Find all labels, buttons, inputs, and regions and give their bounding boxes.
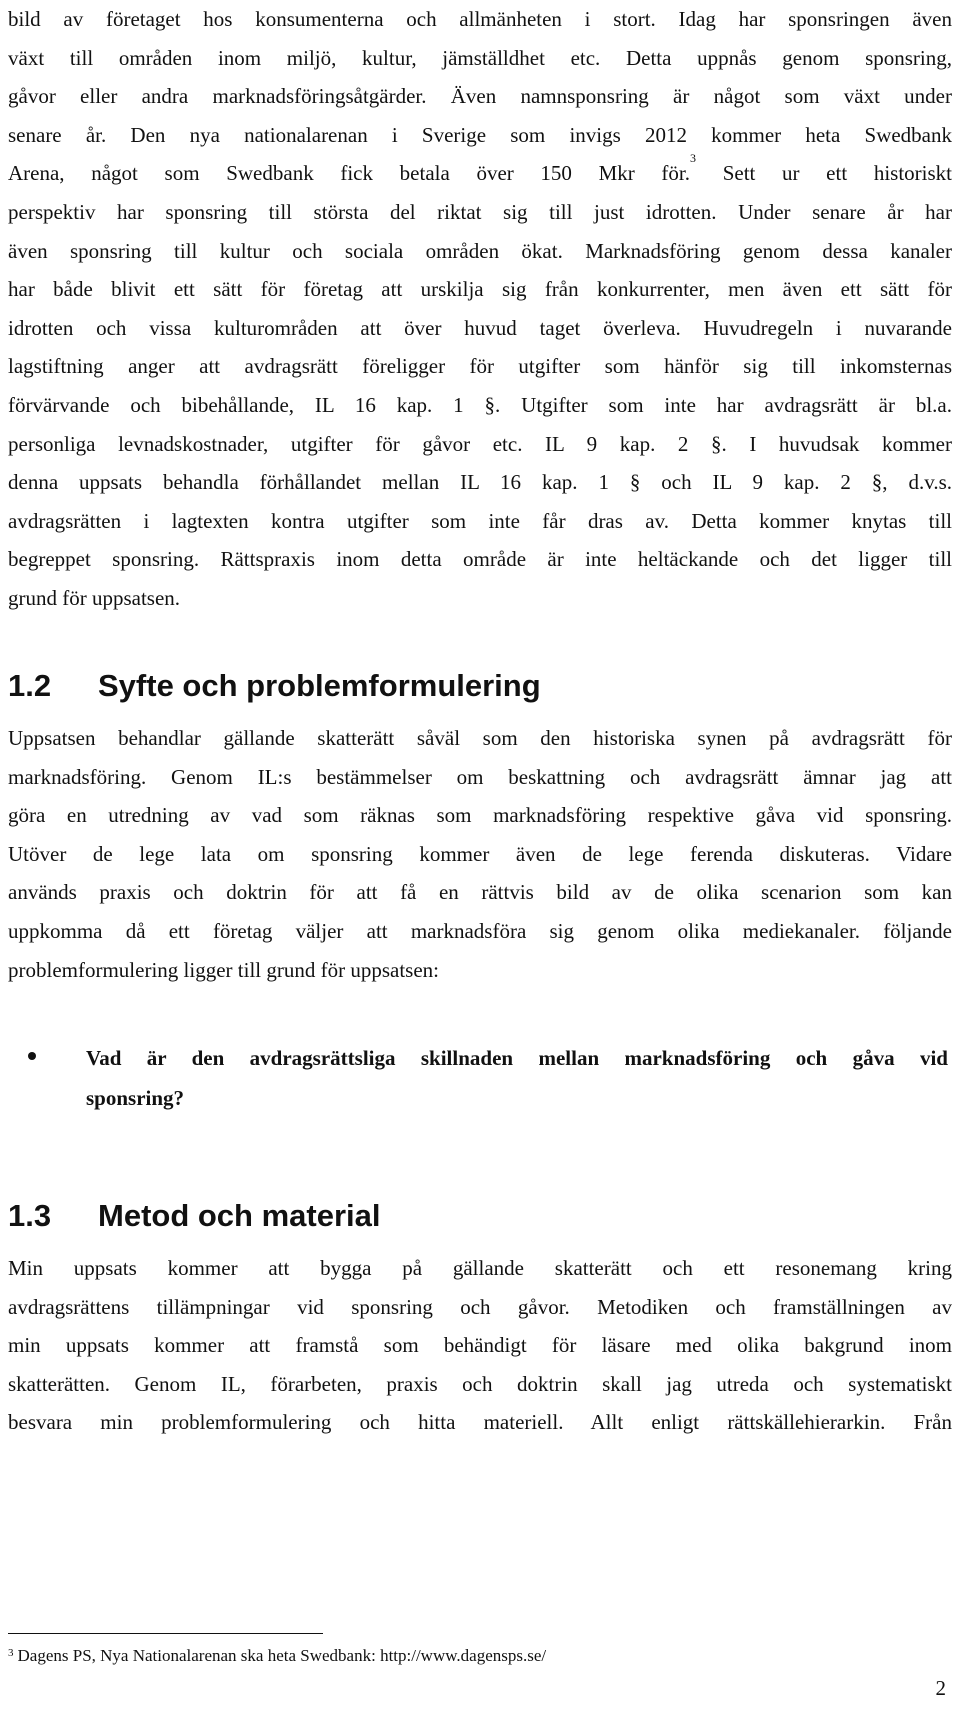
text-line: idrotten och vissa kulturområden att över huvud taget överleva. Huvudregeln i nuvarande bbox=[8, 315, 952, 340]
footnote-marker: 3 bbox=[8, 1647, 14, 1659]
bullet-icon bbox=[28, 1052, 36, 1060]
text-line: gåvor eller andra marknadsföringsåtgärder. Även namnsponsring är något som växt under bbox=[8, 84, 952, 109]
text-line: denna uppsats behandla förhållandet mellan IL 16 kap. 1 § och IL 9 kap. 2 §, d.v.s. bbox=[8, 470, 952, 495]
text-line: senare år. Den nya nationalarenan i Sverige som invigs 2012 kommer heta Swedbank bbox=[8, 122, 952, 147]
text-line: Uppsatsen behandlar gällande skatterätt såväl som den historiska synen på avdragsrätt för bbox=[8, 726, 952, 750]
section-number: 1.3 bbox=[8, 1198, 52, 1233]
text-line: lagstiftning anger att avdragsrätt föreligger för utgifter som hänför sig till inkomsternas bbox=[8, 354, 952, 379]
section-1-2-paragraph bbox=[8, 719, 952, 989]
section-title: Metod och material bbox=[98, 1198, 381, 1233]
text-line: min uppsats kommer att framstå som behändigt för läsare med olika bakgrund inom bbox=[8, 1333, 952, 1358]
section-title: Syfte och problemformulering bbox=[98, 668, 541, 703]
text-line: Min uppsats kommer att bygga på gällande skatterätt och ett resonemang kring bbox=[8, 1256, 952, 1280]
footnote-reference[interactable]: 3 bbox=[690, 151, 697, 166]
text-line: sponsring? bbox=[86, 1086, 185, 1110]
text-line: perspektiv har sponsring till största del riktat sig till just idrotten. Under senare år har bbox=[8, 199, 952, 224]
text-line: uppkomma då ett företag väljer att marknadsföra sig genom olika mediekanaler. följande bbox=[8, 918, 952, 943]
footnote-text: Dagens PS, Nya Nationalarenan ska heta Swedbank: http://www.dagensps.se/ bbox=[17, 1646, 547, 1665]
text-line: avdragsrättens tillämpningar vid sponsring och gåvor. Metodiken och framställningen av bbox=[8, 1294, 952, 1319]
text-line: används praxis och doktrin för att få en rättvis bild av de olika scenarion som kan bbox=[8, 880, 952, 905]
section-heading-1-2 bbox=[8, 668, 541, 704]
research-question-text bbox=[86, 1038, 948, 1118]
text-line: bild av företaget hos konsumenterna och allmänheten i stort. Idag har sponsringen även bbox=[8, 7, 952, 31]
text-line: växt till områden inom miljö, kultur, jämställdhet etc. Detta uppnås genom sponsring, bbox=[8, 45, 952, 70]
text-fragment: Sett ur ett historiskt bbox=[722, 161, 953, 186]
text-line: personliga levnadskostnader, utgifter för gåvor etc. IL 9 kap. 2 §. I huvudsak kommer bbox=[8, 431, 952, 456]
text-line: även sponsring till kultur och sociala områden ökat. Marknadsföring genom dessa kanaler bbox=[8, 238, 952, 263]
footnote bbox=[8, 1644, 546, 1668]
text-line-with-footnote bbox=[8, 151, 953, 193]
text-line: Vad är den avdragsrättsliga skillnaden mellan marknadsföring och gåva vid bbox=[86, 1046, 948, 1070]
text-line: marknadsföring. Genom IL:s bestämmelser om beskattning och avdragsrätt ämnar jag att bbox=[8, 764, 952, 789]
text-line: problemformulering ligger till grund för uppsatsen: bbox=[8, 957, 439, 982]
text-line: förvärvande och bibehållande, IL 16 kap. 1 §. Utgifter som inte har avdragsrätt är bl.a. bbox=[8, 392, 952, 417]
footnote-divider bbox=[8, 1633, 323, 1634]
text-line: har både blivit ett sätt för företag att urskilja sig från konkurrenter, men även ett sätt för bbox=[8, 277, 952, 302]
page-number: 2 bbox=[935, 1676, 946, 1700]
intro-paragraph bbox=[8, 0, 952, 618]
text-fragment: Arena, något som Swedbank fick betala över 150 Mkr för. bbox=[8, 161, 691, 186]
text-line: göra en utredning av vad som räknas som marknadsföring respektive gåva vid sponsring. bbox=[8, 803, 952, 828]
text-line: grund för uppsatsen. bbox=[8, 585, 181, 610]
text-line: avdragsrätten i lagtexten kontra utgifter som inte får dras av. Detta kommer knytas till bbox=[8, 508, 952, 533]
section-number: 1.2 bbox=[8, 668, 52, 703]
text-line: begreppet sponsring. Rättspraxis inom detta område är inte heltäckande och det ligger till bbox=[8, 547, 952, 572]
section-heading-1-3 bbox=[8, 1198, 381, 1234]
text-line: Utöver de lege lata om sponsring kommer även de lege ferenda diskuteras. Vidare bbox=[8, 841, 952, 866]
section-1-3-paragraph bbox=[8, 1249, 952, 1442]
text-line: skatterätten. Genom IL, förarbeten, praxis och doktrin skall jag utreda och systematiskt bbox=[8, 1371, 952, 1396]
text-line: besvara min problemformulering och hitta materiell. Allt enligt rättskällehierarkin. Från bbox=[8, 1410, 952, 1435]
